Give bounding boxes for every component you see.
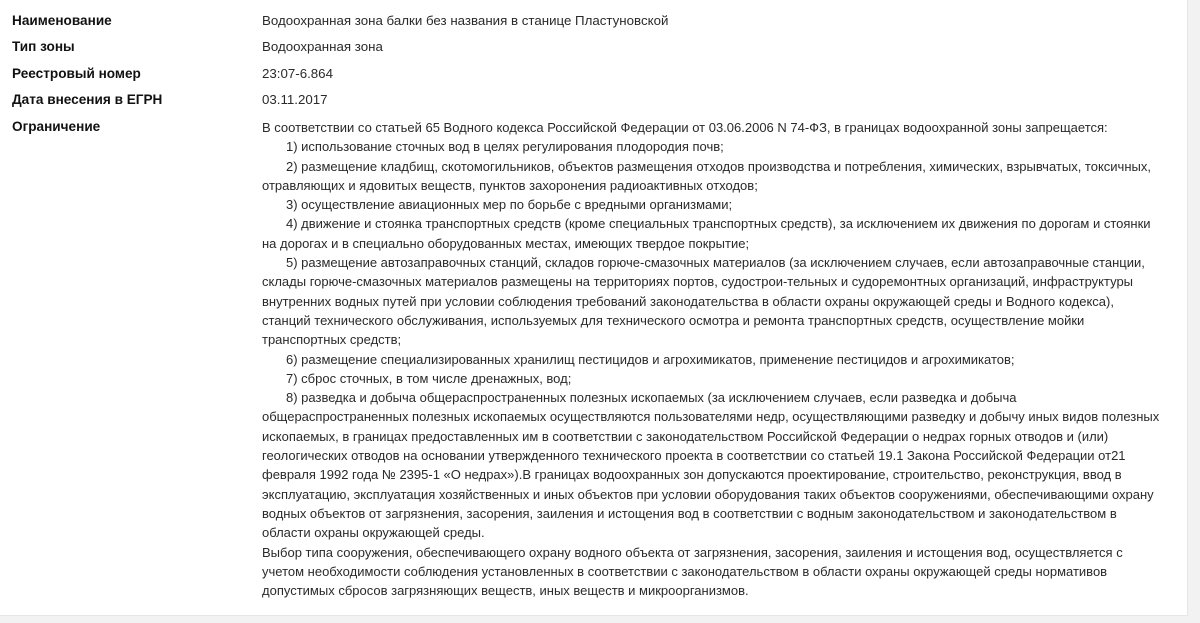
field-label-registry-number: Реестровый номер bbox=[12, 66, 141, 81]
restriction-item: 3) осуществление авиационных мер по борьбе с вредными организмами; bbox=[286, 197, 733, 213]
restriction-item: 7) сброс сточных, в том числе дренажных, вод; bbox=[286, 370, 572, 386]
restriction-intro: В соответствии со статьей 65 Водного кодекса Российской Федерации от 03.06.2006 N 74-ФЗ, в границах водоохранной зоны запрещается: bbox=[262, 120, 1108, 135]
field-label-zone-type: Тип зоны bbox=[12, 39, 75, 54]
restriction-item: 6) размещение специализированных хранилищ пестицидов и агрохимикатов, применение пестицидов и агрохимикатов; bbox=[286, 351, 1015, 367]
restriction-outro: Выбор типа сооружения, обеспечивающего охрану водного объекта от загрязнения, засорения, заиления и истощения вод, осуществляется с учетом необходимости соблюдения установленных в соответствии с законодательством в области охраны окружающей среды нормативов допустимых сбросов загрязняющих веществ, иных веществ и микроорганизмов. bbox=[262, 544, 1123, 599]
field-label-egrn-date: Дата внесения в ЕГРН bbox=[12, 92, 163, 107]
restriction-item: 4) движение и стоянка транспортных средств (кроме специальных транспортных средств), за исключением их движения по дорогам и стоянки на дорогах и в специально оборудованных местах, имеющих твердое покрытие; bbox=[262, 216, 1151, 251]
restriction-item: 8) разведка и добыча общераспространенных полезных ископаемых (за исключением случаев, если разведка и добыча общераспространенных полезных ископаемых осуществляются пользователями недр, осуществляющими разведку и добычу иных видов полезных ископаемых, в границах предоставленных им в соответствии с законодательством Российской Федерации о недрах горных отводов и (или) геологических отводов на основании утвержденного технического проекта в соответствии со статьей 19.1 Закона Российской Федерации от21 февраля 1992 года № 2395-1 «О недрах»).В границах водоохранных зон допускаются проектирование, строительство, реконструкция, ввод в эксплуатацию, эксплуатация хозяйственных и иных объектов при условии оборудования таких объектов сооружениями, обеспечивающими охрану водных объектов от загрязнения, засорения, заиления и истощения вод в соответствии с водным законодательством и законодательством в области охраны окружающей среды. bbox=[262, 390, 1160, 541]
field-label-name: Наименование bbox=[12, 13, 112, 28]
field-label-restriction: Ограничение bbox=[12, 119, 101, 134]
restriction-item: 5) размещение автозаправочных станций, складов горюче-смазочных материалов (за исключением случаев, если автозаправочные станции, склады горюче-смазочных материалов размещены на территориях портов, судострои-тельных и судоремонтных организаций, инфраструктуры внутренних водных путей при условии соблюдения требований законодательства в области охраны окружающей среды и Водного кодекса), станций технического обслуживания, используемых для технического осмотра и ремонта транспортных средств, осуществление мойки транспортных средств; bbox=[262, 255, 1145, 348]
field-value-registry-number: 23:07-6.864 bbox=[262, 66, 333, 81]
restriction-text bbox=[262, 118, 1162, 600]
field-value-egrn-date: 03.11.2017 bbox=[262, 92, 328, 107]
restriction-item: 1) использование сточных вод в целях регулирования плодородия почв; bbox=[286, 139, 724, 155]
restriction-item: 2) размещение кладбищ, скотомогильников, объектов размещения отходов производства и потребления, химических, взрывчатых, токсичных, отравляющих и ядовитых веществ, пунктов захоронения радиоактивных отходов; bbox=[262, 158, 1151, 193]
field-value-zone-type: Водоохранная зона bbox=[262, 39, 383, 54]
field-value-name: Водоохранная зона балки без названия в станице Пластуновской bbox=[262, 13, 669, 28]
